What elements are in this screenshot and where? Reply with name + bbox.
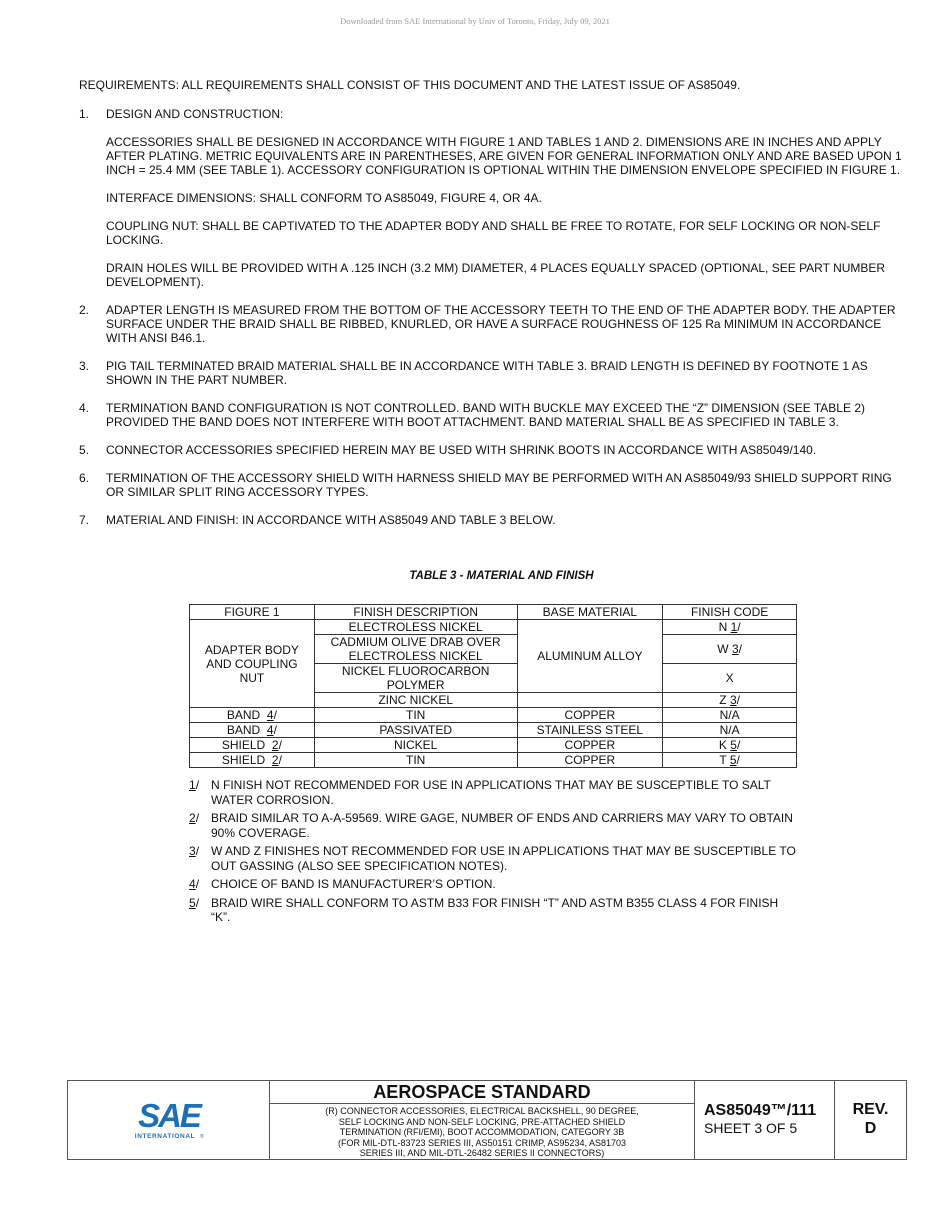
footnote-ref: 5 (189, 895, 196, 910)
item-paragraph: DRAIN HOLES WILL BE PROVIDED WITH A .125 INCH (3.2 MM) DIAMETER, 4 PLACES EQUALLY SPACED (OPTIONAL, SEE PART NUMBER DEVELOPMENT). (106, 261, 886, 289)
note-reference: 2 (271, 738, 279, 752)
figure-cell: ADAPTER BODY AND COUPLING NUT (190, 620, 315, 708)
note-reference: 3 (731, 642, 739, 656)
list-item (79, 513, 904, 527)
footnote-number: 3/ (189, 844, 200, 858)
footnote (189, 877, 799, 892)
column-header: FINISH DESCRIPTION (314, 605, 517, 620)
item-body (106, 401, 904, 429)
item-body (106, 443, 904, 457)
finish-code: N (718, 620, 728, 634)
base-material-cell: COPPER (517, 738, 663, 753)
list-item (79, 443, 904, 457)
title-block (67, 1080, 907, 1160)
description-line: SERIES III, AND MIL-DTL-26482 SERIES II CONNECTORS) (359, 1148, 605, 1158)
item-paragraph: COUPLING NUT: SHALL BE CAPTIVATED TO THE ADAPTER BODY AND SHALL BE FREE TO ROTATE, FOR SELF LOCKING OR NON-SELF LOCKING. (106, 219, 881, 247)
item-paragraph: CONNECTOR ACCESSORIES SPECIFIED HEREIN MAY BE USED WITH SHRINK BOOTS IN ACCORDANCE WITH AS85049/140. (106, 443, 817, 457)
table-row (190, 753, 797, 768)
note-slash: / (738, 642, 742, 656)
description-line: (R) CONNECTOR ACCESSORIES, ELECTRICAL BACKSHELL, 90 DEGREE, (325, 1106, 639, 1116)
sae-logo (68, 1081, 270, 1159)
finish-code-cell (663, 708, 797, 723)
item-paragraph: ACCESSORIES SHALL BE DESIGNED IN ACCORDANCE WITH FIGURE 1 AND TABLES 1 AND 2. DIMENSIONS ARE IN INCHES AND APPLY AFTER PLATING. METRIC EQUIVALENTS ARE IN PARENTHESES, ARE GIVEN FOR GENERAL INFORMATION ONLY AND ARE BASED UPON 1 INCH = 25.4 MM (SEE TABLE 1). ACCESSORY CONFIGURATION IS OPTIONAL WITHIN THE DIMENSION ENVELOPE SPECIFIED IN FIGURE 1. (106, 135, 902, 177)
item-body (106, 107, 904, 289)
item-paragraph: PIG TAIL TERMINATED BRAID MATERIAL SHALL BE IN ACCORDANCE WITH TABLE 3. BRAID LENGTH IS DEFINED BY FOOTNOTE 1 AS SHOWN IN THE PART NUMBER. (106, 359, 868, 387)
item-body (106, 513, 904, 527)
item-number: 5. (79, 443, 90, 457)
item-number: 1. (79, 107, 90, 121)
footnote (189, 844, 799, 873)
finish-code-cell (663, 693, 797, 708)
list-item (79, 401, 904, 429)
finish-code-cell (663, 738, 797, 753)
table-row (190, 738, 797, 753)
note-slash: / (736, 693, 740, 707)
item-body (106, 303, 904, 345)
requirements-list (79, 107, 904, 541)
item-paragraph: TERMINATION OF THE ACCESSORY SHIELD WITH HARNESS SHIELD MAY BE PERFORMED WITH AN AS85049/93 SHIELD SUPPORT RING OR SIMILAR SPLIT RING ACCESSORY TYPES. (106, 471, 892, 499)
footnote-text: BRAID SIMILAR TO A-A-59569. WIRE GAGE, NUMBER OF ENDS AND CARRIERS MAY VARY TO OBTAIN 90% COVERAGE. (211, 811, 793, 840)
finish-description-cell: TIN (314, 708, 517, 723)
title-block-description (270, 1081, 695, 1159)
revision-label: REV. (852, 1101, 889, 1118)
description-line: TERMINATION (RFI/EMI), BOOT ACCOMMODATION, CATEGORY 3B (339, 1127, 625, 1137)
footnote (189, 896, 799, 925)
item-number: 3. (79, 359, 90, 373)
footnote-number: 4/ (189, 877, 200, 891)
item-body (106, 359, 904, 387)
finish-code-cell (663, 723, 797, 738)
column-header: FINISH CODE (663, 605, 797, 620)
note-reference: 2 (271, 753, 279, 767)
finish-code-cell (663, 753, 797, 768)
description-line: SELF LOCKING AND NON-SELF LOCKING, PRE-ATTACHED SHIELD (338, 1116, 626, 1127)
note-slash: / (736, 753, 740, 767)
base-material-cell: STAINLESS STEEL (517, 723, 663, 738)
note-slash: / (736, 738, 741, 752)
list-item (79, 303, 904, 345)
item-number: 2. (79, 303, 90, 317)
note-reference: 5 (729, 753, 737, 767)
footnote-number: 2/ (189, 811, 200, 825)
column-header: FIGURE 1 (190, 605, 315, 620)
requirements-statement: REQUIREMENTS: ALL REQUIREMENTS SHALL CONSIST OF THIS DOCUMENT AND THE LATEST ISSUE OF AS85049. (79, 78, 741, 92)
note-reference: 4 (266, 723, 274, 737)
footnote (189, 778, 799, 807)
footnote-ref: 3 (189, 844, 196, 858)
figure-cell: BAND 4/ (190, 723, 315, 738)
note-reference: 4 (266, 708, 274, 722)
table-footnotes (189, 778, 799, 929)
finish-description-cell: ZINC NICKEL (314, 693, 517, 708)
list-item (79, 471, 904, 499)
footnote-ref: 2 (189, 811, 196, 825)
finish-code-cell (663, 635, 797, 664)
item-paragraph: MATERIAL AND FINISH: IN ACCORDANCE WITH AS85049 AND TABLE 3 BELOW. (106, 513, 556, 527)
finish-code: N/A (719, 723, 740, 737)
base-material-cell: COPPER (517, 753, 663, 768)
item-number: 4. (79, 401, 90, 415)
table-row (190, 723, 797, 738)
finish-code-cell (663, 664, 797, 693)
table-header-row (190, 605, 797, 620)
finish-description-cell: ELECTROLESS NICKEL (314, 620, 517, 635)
item-body (106, 471, 904, 499)
document-description (270, 1104, 694, 1159)
sae-logo-icon (68, 1081, 269, 1159)
note-slash: / (737, 620, 741, 634)
standard-title: AEROSPACE STANDARD (270, 1081, 694, 1104)
figure-cell: SHIELD 2/ (190, 753, 315, 768)
logo-subtitle: INTERNATIONAL (134, 1133, 196, 1140)
note-reference: 1 (730, 620, 738, 634)
table-row (190, 708, 797, 723)
item-paragraph: ADAPTER LENGTH IS MEASURED FROM THE BOTTOM OF THE ACCESSORY TEETH TO THE END OF THE ADAPTER BODY. THE ADAPTER SURFACE UNDER THE BRAID SHALL BE RIBBED, KNURLED, OR HAVE A SURFACE ROUGHNESS OF 125 Ra MINIMUM IN ACCORDANCE WITH ANSI B46.1. (106, 303, 896, 345)
finish-description-cell: NICKEL FLUOROCARBON POLYMER (314, 664, 517, 693)
base-material-cell (517, 693, 663, 708)
footnote-ref: 1 (189, 778, 196, 792)
download-watermark: Downloaded from SAE International by Univ of Toronto, Friday, July 09, 2021 (340, 16, 610, 26)
description-line: (FOR MIL-DTL-83723 SERIES III, AS50151 CRIMP, AS95234, AS81703 (338, 1137, 626, 1148)
finish-description-cell: TIN (314, 753, 517, 768)
item-paragraph: INTERFACE DIMENSIONS: SHALL CONFORM TO AS85049, FIGURE 4, OR 4A. (106, 191, 542, 205)
note-reference: 3 (729, 693, 737, 707)
list-item (79, 359, 904, 387)
footnote-number: 5/ (189, 895, 200, 910)
sheet-number: SHEET 3 OF 5 (704, 1120, 798, 1136)
figure-cell: BAND 4/ (190, 708, 315, 723)
figure-label: SHIELD (221, 753, 266, 767)
item-paragraph: DESIGN AND CONSTRUCTION: (106, 107, 284, 121)
finish-description-cell: NICKEL (314, 738, 517, 753)
item-number: 7. (79, 513, 90, 527)
logo-registered-mark: ® (200, 1134, 204, 1140)
figure-label: BAND (226, 708, 261, 722)
base-material-cell: COPPER (517, 708, 663, 723)
table-row (190, 620, 797, 635)
revision-cell (835, 1081, 906, 1159)
finish-code: K (718, 738, 727, 752)
footnote-text: N FINISH NOT RECOMMENDED FOR USE IN APPLICATIONS THAT MAY BE SUSCEPTIBLE TO SALT WATER CORROSION. (211, 778, 771, 807)
finish-code: X (725, 671, 734, 685)
finish-code: N/A (719, 708, 740, 722)
table-title: TABLE 3 - MATERIAL AND FINISH (409, 570, 594, 582)
footnote-text: W AND Z FINISHES NOT RECOMMENDED FOR USE IN APPLICATIONS THAT MAY BE SUSCEPTIBLE TO OUT GASSING (ALSO SEE SPECIFICATION NOTES). (211, 844, 796, 873)
finish-description-cell: PASSIVATED (314, 723, 517, 738)
base-material-cell: ALUMINUM ALLOY (517, 620, 663, 693)
note-reference: 5 (730, 738, 737, 752)
footnote-ref: 4 (189, 877, 196, 891)
footnote (189, 811, 799, 840)
finish-code: T (719, 753, 727, 767)
figure-label: BAND (226, 723, 261, 737)
material-finish-table (189, 604, 797, 768)
list-item (79, 107, 904, 289)
finish-code: Z (719, 693, 727, 707)
figure-cell: SHIELD 2/ (190, 738, 315, 753)
logo-wordmark: SAE (138, 1097, 200, 1134)
item-number: 6. (79, 471, 90, 485)
document-number: AS85049™/111 (704, 1102, 817, 1119)
finish-code-cell (663, 620, 797, 635)
finish-code: W (717, 642, 729, 656)
document-number-cell (695, 1081, 835, 1159)
figure-label: SHIELD (221, 738, 266, 752)
footnote-number: 1/ (189, 778, 200, 792)
footnote-text: BRAID WIRE SHALL CONFORM TO ASTM B33 FOR FINISH “T” AND ASTM B355 CLASS 4 FOR FINISH “K”. (211, 895, 779, 924)
column-header: BASE MATERIAL (517, 605, 663, 620)
footnote-text: CHOICE OF BAND IS MANUFACTURER’S OPTION. (211, 877, 496, 891)
item-paragraph: TERMINATION BAND CONFIGURATION IS NOT CONTROLLED. BAND WITH BUCKLE MAY EXCEED THE “Z” DIMENSION (SEE TABLE 2) PROVIDED THE BAND DOES NOT INTERFERE WITH BOOT ATTACHMENT. BAND MATERIAL SHALL BE AS SPECIFIED IN TABLE 3. (106, 401, 865, 429)
finish-description-cell: CADMIUM OLIVE DRAB OVER ELECTROLESS NICKEL (314, 635, 517, 664)
revision-value: D (864, 1120, 877, 1137)
